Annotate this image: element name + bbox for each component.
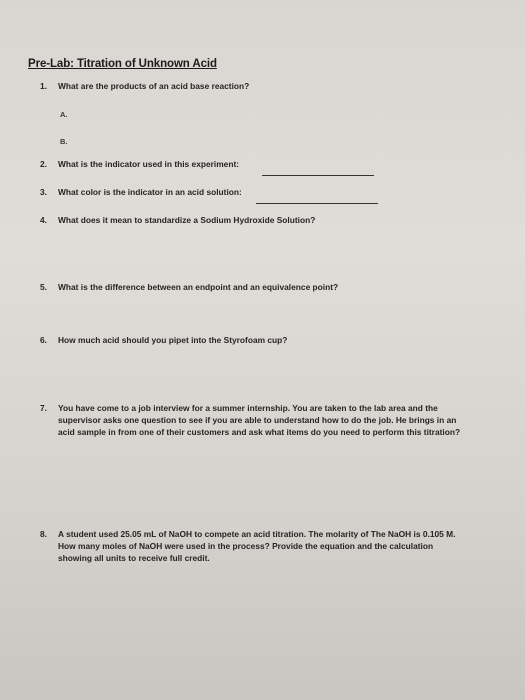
question-text: What are the products of an acid base reaction? [58,81,250,91]
question-text: What is the indicator used in this experiment: [58,159,240,169]
question-text: What does it mean to standardize a Sodium Hydroxide Solution? [58,215,316,225]
question-number: 8. [40,529,47,539]
question-5 [40,281,480,293]
question-2 [40,158,480,170]
question-number: 3. [40,187,47,197]
question-6 [40,334,480,346]
question-3 [40,186,480,198]
question-number: 6. [40,335,47,345]
answer-item-b: B. [60,137,68,146]
question-number: 4. [40,215,47,225]
question-text: How much acid should you pipet into the Styrofoam cup? [58,335,288,345]
answer-line-2 [262,175,374,176]
question-text: What color is the indicator in an acid solution: [58,187,242,197]
answer-line-3 [256,203,378,204]
answer-item-a: A. [60,110,68,119]
question-number: 7. [40,403,47,413]
question-1 [40,80,480,92]
question-number: 1. [40,81,47,91]
question-text: A student used 25.05 mL of NaOH to compete an acid titration. The molarity of The NaOH is 0.105 M. How many moles of NaOH were used in the process? Provide the equation and the calculation showing all units to receive full credit. [58,529,456,563]
question-text: What is the difference between an endpoint and an equivalence point? [58,282,339,292]
question-8 [40,528,464,564]
question-text: You have come to a job interview for a summer internship. You are taken to the lab area and the supervisor asks one question to see if you are able to understand how to do the job. He brings in an acid sample in from one of their customers and ask what items do you need to perform this titration? [58,403,461,437]
page-title: Pre-Lab: Titration of Unknown Acid [28,58,217,70]
question-7 [40,402,472,438]
question-number: 5. [40,282,47,292]
question-number: 2. [40,159,47,169]
question-4 [40,214,480,226]
